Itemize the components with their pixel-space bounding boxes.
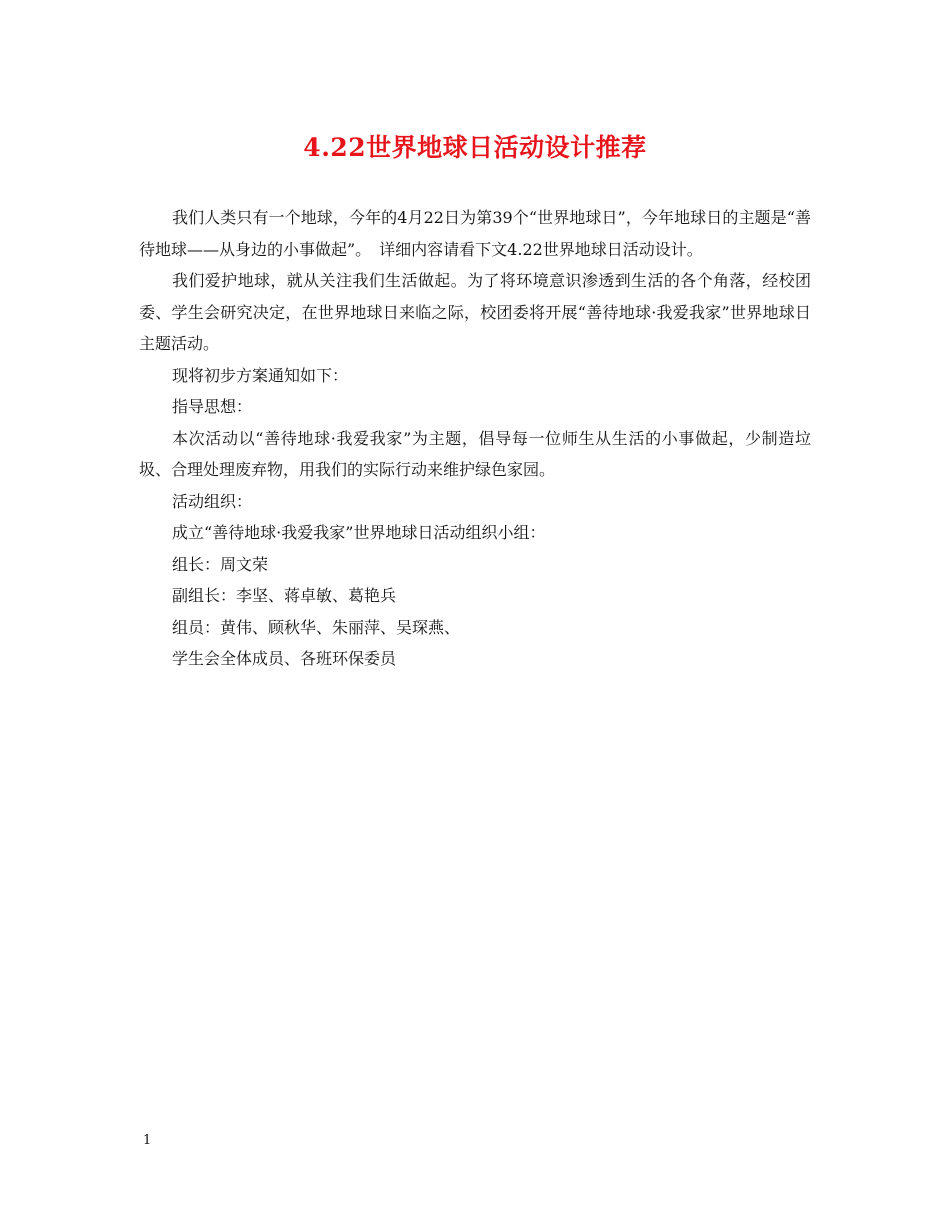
heading-organization: 活动组织： (172, 491, 253, 511)
paragraph-members-continued: 学生会全体成员、各班环保委员 (172, 649, 397, 668)
paragraph-intro: 我们人类只有一个地球，今年的4月22日为第39个“世界地球日”，今年地球日的主题是“善待地球——从身边的小事做起”。 详细内容请看下文4.22世界地球日活动设计。 (139, 208, 811, 259)
paragraph-notice: 现将初步方案通知如下： (172, 365, 349, 385)
document-title: 4.22世界地球日活动设计推荐 (303, 133, 647, 162)
paragraph-background: 我们爱护地球，就从关注我们生活做起。为了将环境意识渗透到生活的各个角落，经校团委、学生会研究决定，在世界地球日来临之际，校团委将开展“善待地球·我爱我家”世界地球日主题活动。 (139, 271, 811, 353)
document-body (139, 202, 811, 675)
heading-guiding-ideology: 指导思想： (172, 397, 253, 416)
paragraph-group-setup: 成立“善待地球·我爱我家”世界地球日活动组织小组： (172, 523, 546, 542)
paragraph-members: 组员：黄伟、顾秋华、朱丽萍、吴琛燕、 (172, 617, 461, 637)
page-number: 1 (143, 1133, 152, 1148)
paragraph-leader: 组长：周文荣 (172, 554, 269, 574)
paragraph-theme: 本次活动以“善待地球·我爱我家”为主题，倡导每一位师生从生活的小事做起，少制造垃圾、合理处理废弃物，用我们的实际行动来维护绿色家园。 (139, 428, 811, 479)
paragraph-deputy-leaders: 副组长：李坚、蒋卓敏、葛艳兵 (172, 586, 397, 605)
